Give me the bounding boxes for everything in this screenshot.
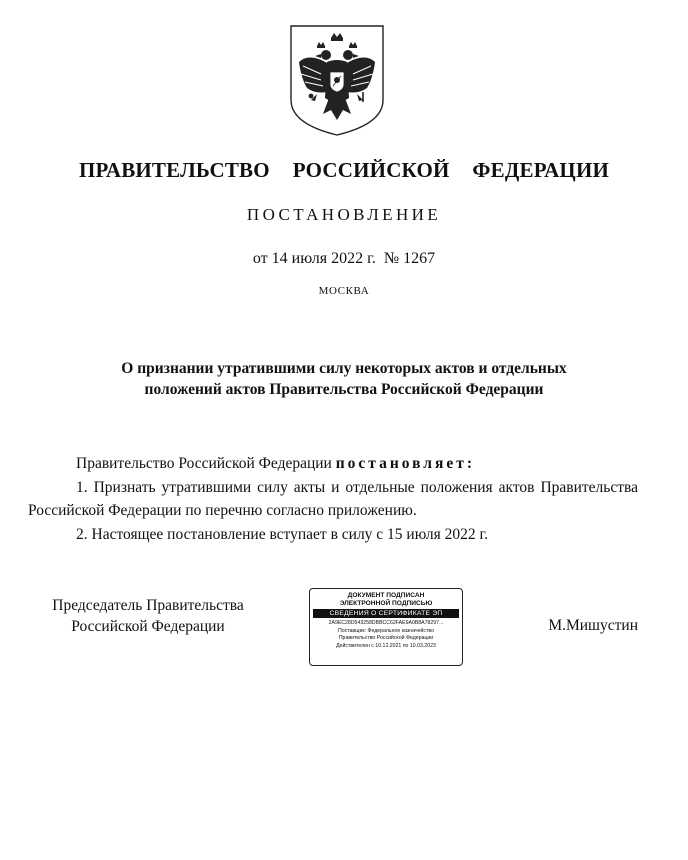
stamp-title-line-1: ДОКУМЕНТ ПОДПИСАН — [347, 592, 425, 599]
signer-name: М.Мишустин — [548, 617, 638, 634]
electronic-signature-stamp — [309, 588, 463, 666]
document-subject — [40, 358, 648, 400]
document-city: МОСКВА — [318, 285, 370, 297]
russian-coat-of-arms-icon — [287, 22, 387, 138]
stamp-certificate-bar: СВЕДЕНИЯ О СЕРТИФИКАТЕ ЭП — [313, 609, 459, 618]
stamp-validity: Действителен с 10.12.2021 по 10.03.2023 — [336, 642, 436, 649]
government-title: ПРАВИТЕЛЬСТВО РОССИЙСКОЙ ФЕДЕРАЦИИ — [78, 158, 610, 182]
stamp-title-line-2: ЭЛЕКТРОННОЙ ПОДПИСЬЮ — [339, 600, 433, 607]
signer-position — [28, 595, 268, 637]
document-date-number: от 14 июля 2022 г. № 1267 — [252, 250, 436, 267]
subject-line-2: положений актов Правительства Российской Федерации — [144, 381, 544, 398]
subject-line-1: О признании утратившими силу некоторых актов и отдельных — [121, 360, 567, 377]
body-item-2: 2. Настоящее постановление вступает в силу с 15 июля 2022 г. — [76, 525, 489, 543]
stamp-issuer-line-2: Правительство Российской Федерации — [338, 635, 434, 641]
stamp-serial: 2A9EC28D543258DBBCC62FAE9A0B8A78297... — [328, 620, 444, 626]
document-type: ПОСТАНОВЛЕНИЕ — [246, 205, 442, 224]
stamp-title — [310, 592, 462, 608]
stamp-issuer-line-1: Поставщик: Федеральное казначейство — [338, 627, 434, 634]
coat-of-arms-emblem — [287, 22, 387, 138]
body-intro — [28, 452, 638, 476]
body-item-1: 1. Признать утратившими силу акты и отдельные положения актов Правительства Российской Федерации по перечню согласно приложению. — [28, 478, 638, 519]
intro-text: Правительство Российской Федерации — [76, 455, 336, 472]
intro-decree-word: постановляет: — [335, 455, 476, 472]
signer-position-line-1: Председатель Правительства — [52, 597, 244, 614]
signer-position-line-2: Российской Федерации — [71, 618, 225, 635]
document-body — [28, 452, 638, 546]
